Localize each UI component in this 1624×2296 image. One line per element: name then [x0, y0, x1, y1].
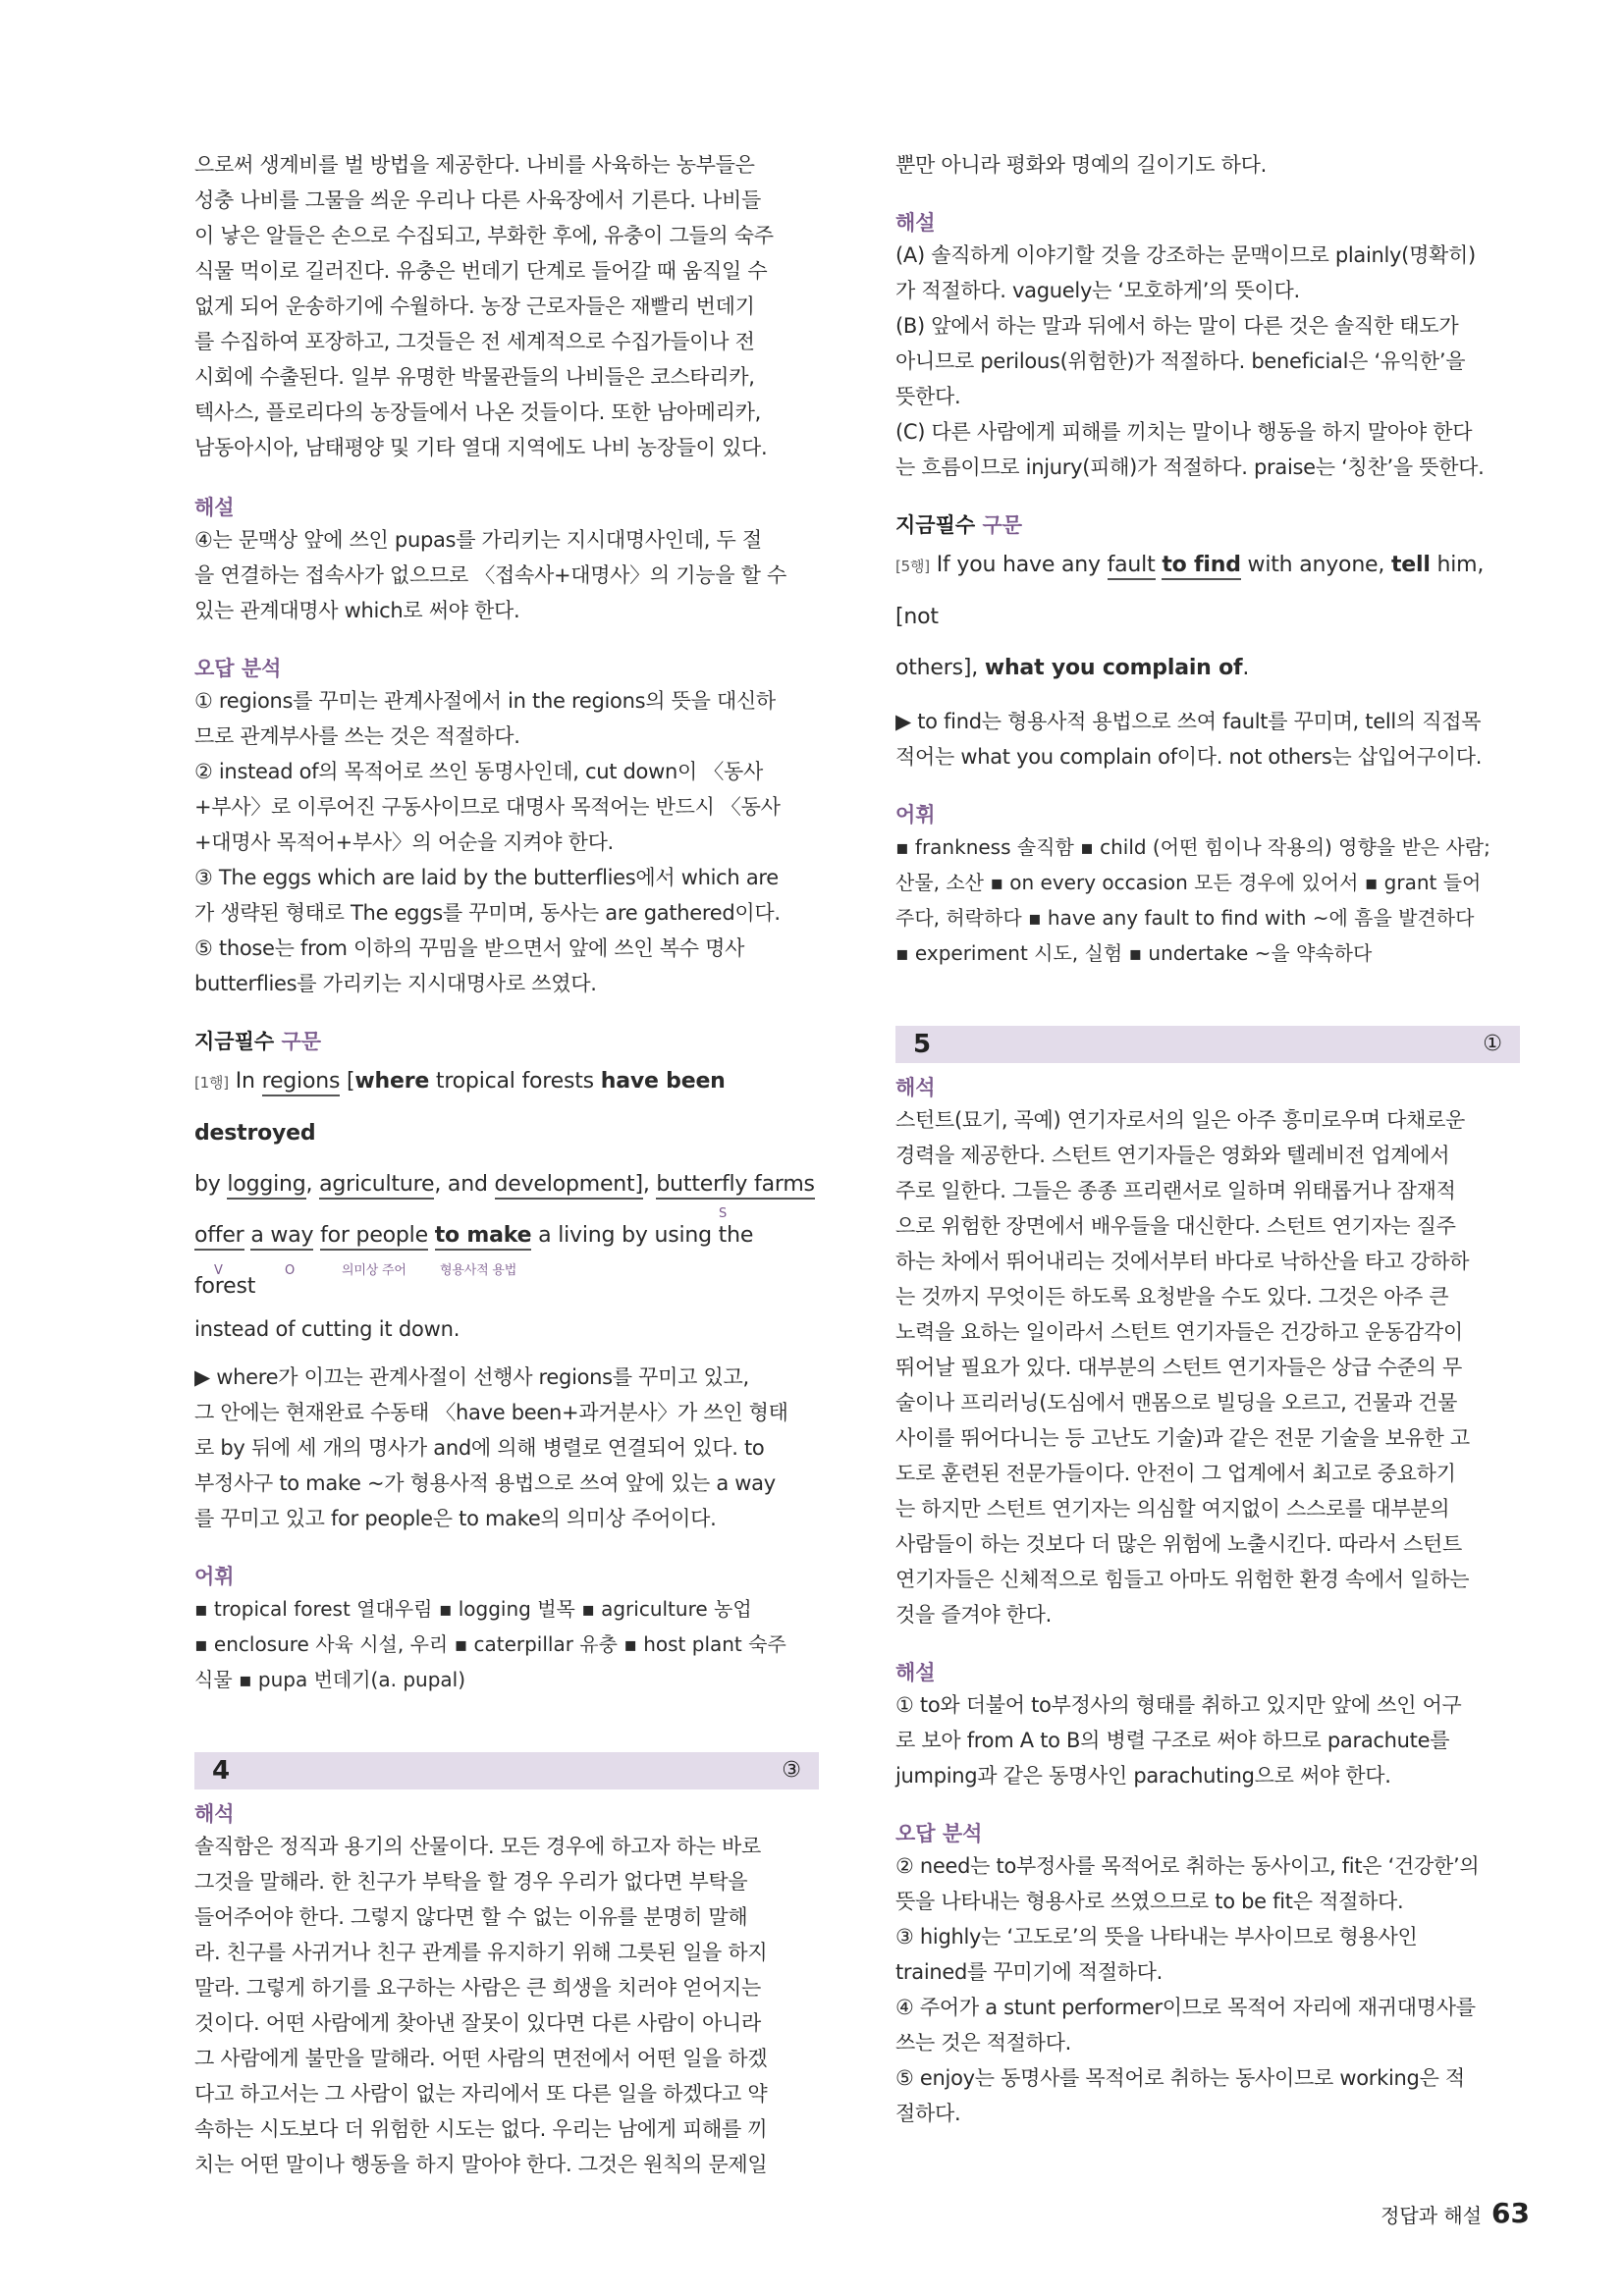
text-line: ③ The eggs which are laid by the butterflies에서 which are: [194, 866, 779, 889]
section4-translation-continued: [895, 147, 1520, 183]
text-line: ① regions를 꾸미는 관계사절에서 in the regions의 뜻을 대신하: [194, 689, 776, 713]
line-tag: [5행]: [895, 558, 930, 575]
text-line: 술이나 프리러닝(도심에서 맨몸으로 빌딩을 오르고, 건물과 건물: [895, 1391, 1458, 1415]
section5-odap: [895, 1848, 1520, 2131]
text-line: butterflies를 가리키는 지시대명사로 쓰였다.: [194, 972, 597, 995]
annotation-subject: 의미상 주어: [342, 1263, 406, 1278]
gugmun-label: [895, 510, 1520, 540]
text-line: 없게 되어 운송하기에 수월하다. 농장 근로자들은 재빨리 번데기: [194, 294, 755, 318]
text-line: 으로써 생계비를 벌 방법을 제공한다. 나비를 사육하는 농부들은: [194, 153, 755, 177]
vocab-line: ▪ enclosure 사육 시설, 우리 ▪ caterpillar 유충 ▪ host plant 숙주: [194, 1632, 786, 1656]
odap-text: [194, 683, 819, 1001]
sentence-where: where: [354, 1069, 430, 1094]
text-line: (B) 앞에서 하는 말과 뒤에서 하는 말이 다른 것은 솔직한 태도가: [895, 314, 1459, 338]
gugmun-label-strong: 지금필수: [194, 1030, 275, 1053]
sentence-explanation: [194, 1360, 819, 1536]
haeseol-label: 해설: [895, 211, 936, 235]
text-line: 이 낳은 알들은 손으로 수집되고, 부화한 후에, 유충이 그들의 숙주: [194, 224, 774, 247]
haeseok-label: 해석: [194, 1802, 235, 1826]
sentence-text: by: [194, 1172, 228, 1197]
odap-label: 오답 분석: [194, 657, 282, 680]
sentence-a-way: a way: [250, 1223, 313, 1251]
text-line: 도로 훈련된 전문가들이다. 안전이 그 업계에서 최고로 중요하기: [895, 1462, 1456, 1485]
text-line: 는 것까지 무엇이든 하도록 요청받을 수도 있다. 그것은 아주 큰: [895, 1285, 1449, 1308]
footer-label: 정답과 해설: [1380, 2204, 1483, 2227]
sentence-regions: regions: [262, 1069, 341, 1096]
section-header-5: [895, 1026, 1520, 1063]
text-line: 하는 차에서 뛰어내리는 것에서부터 바다로 낙하산을 타고 강하하: [895, 1250, 1470, 1273]
section-answer: ③: [782, 1758, 801, 1783]
text-line: 를 꾸미고 있고 for people은 to make의 의미상 주어이다.: [194, 1507, 717, 1530]
vocab-line: 주다, 허락하다 ▪ have any fault to find with ~에 흠을 발견하다: [895, 906, 1475, 930]
section5-translation: [895, 1102, 1520, 1632]
vocab-line: 식물 ▪ pupa 번데기(a. pupal): [194, 1668, 466, 1691]
text-line: (A) 솔직하게 이야기할 것을 강조하는 문맥이므로 plainly(명확히): [895, 243, 1476, 267]
text-line: +대명사 목적어+부사〉의 어순을 지켜야 한다.: [194, 830, 614, 854]
text-line: 므로 관계부사를 쓰는 것은 적절하다.: [194, 724, 520, 748]
text-line: ⑤ those는 from 이하의 꾸밈을 받으면서 앞에 쓰인 복수 명사: [194, 936, 745, 960]
text-line: 것이다. 어떤 사람에게 찾아낸 잘못이 있다면 다른 사람이 아니라: [194, 2011, 762, 2035]
sentence-text: ,: [305, 1172, 320, 1197]
text-line: 식물 먹이로 길러진다. 유충은 번데기 단계로 들어갈 때 움직일 수: [194, 259, 768, 283]
page-number: 63: [1491, 2197, 1530, 2229]
sentence-offer: offer: [194, 1223, 244, 1251]
vocab-line: 산물, 소산 ▪ on every occasion 모든 경우에 있어서 ▪ grant 들어: [895, 871, 1482, 894]
text-line: jumping과 같은 동명사인 parachuting으로 써야 한다.: [895, 1764, 1391, 1788]
annotation-o: O: [285, 1263, 296, 1278]
text-line: 절하다.: [895, 2102, 961, 2125]
odap-label: 오답 분석: [895, 1822, 983, 1845]
text-line: 스턴트(묘기, 곡예) 연기자로서의 일은 아주 흥미로우며 다채로운: [895, 1108, 1466, 1132]
gugmun-label: [194, 1027, 819, 1056]
section-header-4: [194, 1752, 819, 1789]
text-line: ② instead of의 목적어로 쓰인 동명사인데, cut down이 〈동사: [194, 760, 764, 783]
text-line: 로 보아 from A to B의 병렬 구조로 써야 하므로 parachute를: [895, 1729, 1450, 1752]
haeseok-label: 해석: [895, 1076, 936, 1099]
sentence-to-make: to make: [435, 1223, 532, 1251]
text-line: 말라. 그렇게 하기를 요구하는 사람은 큰 희생을 치러야 얻어지는: [194, 1976, 762, 2000]
text-line: 는 하지만 스턴트 연기자는 의심할 여지없이 스스로를 대부분의: [895, 1497, 1450, 1521]
text-line: 다고 하고서는 그 사람이 없는 자리에서 또 다른 일을 하겠다고 약: [194, 2082, 768, 2106]
text-line: 을 연결하는 접속사가 없으므로 〈접속사+대명사〉의 기능을 할 수: [194, 563, 786, 587]
haeseol-label: 해설: [895, 1661, 936, 1684]
text-line: 사이를 뛰어다니는 등 고난도 기술)과 같은 전문 기술을 보유한 고: [895, 1426, 1470, 1450]
text-line: 으로 위험한 장면에서 배우들을 대신한다. 스턴트 연기자는 질주: [895, 1214, 1456, 1238]
section4-translation: [194, 1829, 819, 2182]
gugmun-label-rest: 구문: [975, 513, 1023, 537]
text-line: 그 사람에게 불만을 말해라. 어떤 사람의 면전에서 어떤 일을 하겠: [194, 2047, 768, 2070]
text-line: 뜻한다.: [895, 385, 961, 408]
text-line: ④는 문맥상 앞에 쓰인 pupas를 가리키는 지시대명사인데, 두 절: [194, 528, 762, 552]
text-line: 텍사스, 플로리다의 농장들에서 나온 것들이다. 또한 남아메리카,: [194, 400, 762, 424]
text-line: 로 by 뒤에 세 개의 명사가 and에 의해 병렬로 연결되어 있다. to: [194, 1436, 765, 1460]
text-line: 가 생략된 형태로 The eggs를 꾸미며, 동사는 are gathered이다.: [194, 901, 781, 925]
sentence-fault: fault: [1108, 553, 1156, 580]
text-line: 시회에 수출된다. 일부 유명한 박물관들의 나비들은 코스타리카,: [194, 365, 755, 389]
text-line: 쓰는 것은 적절하다.: [895, 2031, 1072, 2055]
text-line: trained를 꾸미기에 적절하다.: [895, 1960, 1164, 1984]
page-footer: [1380, 2197, 1530, 2229]
sentence-text: [: [340, 1069, 355, 1094]
text-line: ② need는 to부정사를 목적어로 취하는 동사이고, fit은 ‘건강한’의: [895, 1854, 1480, 1878]
text-line: ▶ to find는 형용사적 용법으로 쓰여 fault를 꾸미며, tell의 직접목: [895, 710, 1482, 733]
text-line: 사람들이 하는 것보다 더 많은 위험에 노출시킨다. 따라서 스턴트: [895, 1532, 1463, 1556]
sentence-development: development]: [495, 1172, 643, 1200]
text-line: 라. 친구를 사귀거나 친구 관계를 유지하기 위해 그릇된 일을 하지: [194, 1941, 768, 1964]
text-line: 주로 일한다. 그들은 종종 프리랜서로 일하며 위태롭거나 잠재적: [895, 1179, 1456, 1202]
vocab-list: [895, 829, 1520, 971]
passage-translation-continued: [194, 147, 819, 465]
annotation-s: S: [719, 1206, 728, 1221]
gugmun-label-rest: 구문: [274, 1030, 322, 1053]
key-sentence: [194, 1056, 819, 1346]
text-line: 는 흐름이므로 injury(피해)가 적절하다. praise는 ‘칭찬’을 뜻한다.: [895, 455, 1485, 479]
text-line: 것을 즐겨야 한다.: [895, 1603, 1053, 1627]
sentence-tell: tell: [1390, 553, 1431, 577]
sentence-what-clause: what you complain of: [984, 656, 1243, 680]
sentence-for-people: for people: [320, 1223, 428, 1251]
sentence-text: him, [not: [895, 553, 1485, 629]
sentence-text: others],: [895, 656, 985, 680]
vocab-line: ▪ experiment 시도, 실험 ▪ undertake ~을 약속하다: [895, 941, 1373, 965]
sentence-agriculture: agriculture: [319, 1172, 434, 1200]
text-line: 치는 어떤 말이나 행동을 하지 말아야 한다. 그것은 원칙의 문제일: [194, 2153, 768, 2176]
vocab-label: 어휘: [895, 803, 936, 827]
text-line: 뜻을 나타내는 형용사로 쓰였으므로 to be fit은 적절하다.: [895, 1890, 1404, 1913]
sentence-have-been-destroyed: have been destroyed: [194, 1069, 726, 1146]
line-tag: [1행]: [194, 1074, 229, 1092]
section5-haeseol: [895, 1687, 1520, 1793]
haeseol-label: 해설: [194, 496, 235, 519]
gugmun-label-strong: 지금필수: [895, 513, 976, 537]
sentence-text: with anyone,: [1240, 553, 1391, 577]
text-line: +부사〉로 이루어진 구동사이므로 대명사 목적어는 반드시 〈동사: [194, 795, 781, 819]
key-sentence: [895, 540, 1520, 694]
vocab-line: ▪ tropical forest 열대우림 ▪ logging 벌목 ▪ agriculture 농업: [194, 1597, 752, 1621]
section-number: 4: [212, 1756, 231, 1786]
sentence-text: tropical forests: [429, 1069, 601, 1094]
sentence-to-find: to find: [1162, 553, 1240, 580]
sentence-text: , and: [434, 1172, 495, 1197]
text-line: 를 수집하여 포장하고, 그것들은 전 세계적으로 수집가들이나 전: [194, 330, 755, 353]
text-line: 뛰어날 필요가 있다. 대부분의 스턴트 연기자들은 상급 수준의 무: [895, 1356, 1463, 1379]
annotation-adjectival: 형용사적 용법: [440, 1263, 517, 1278]
text-line: 성충 나비를 그물을 씌운 우리나 다른 사육장에서 기른다. 나비들: [194, 188, 762, 212]
text-line: 가 적절하다. vaguely는 ‘모호하게’의 뜻이다.: [895, 279, 1300, 302]
text-line: 노력을 요하는 일이라서 스턴트 연기자들은 건강하고 운동감각이: [895, 1320, 1463, 1344]
text-line: 있는 관계대명사 which로 써야 한다.: [194, 599, 520, 622]
text-line: 경력을 제공한다. 스턴트 연기자들은 영화와 텔레비전 업계에서: [895, 1144, 1450, 1167]
text-line: 그 안에는 현재완료 수동태 〈have been+과거분사〉가 쓰인 형태: [194, 1401, 788, 1424]
text-line: ④ 주어가 a stunt performer이므로 목적어 자리에 재귀대명사를: [895, 1996, 1476, 2019]
text-line: (C) 다른 사람에게 피해를 끼치는 말이나 행동을 하지 말아야 한다: [895, 420, 1473, 444]
vocab-list: [194, 1591, 819, 1697]
left-column: [194, 147, 819, 2182]
text-line: ③ highly는 ‘고도로’의 뜻을 나타내는 부사이므로 형용사인: [895, 1925, 1418, 1949]
text-line: 솔직함은 정직과 용기의 산물이다. 모든 경우에 하고자 하는 바로: [194, 1835, 762, 1858]
text-line: 적어는 what you complain of이다. not others는 삽입어구이다.: [895, 745, 1483, 769]
sentence-butterfly-farms: butterfly farms: [656, 1172, 814, 1200]
text-line: 부정사구 to make ~가 형용사적 용법으로 쓰여 앞에 있는 a way: [194, 1471, 776, 1495]
sentence-text: ,: [642, 1172, 657, 1197]
sentence-text: If you have any: [929, 553, 1108, 577]
text-line: 뿐만 아니라 평화와 명예의 길이기도 하다.: [895, 153, 1268, 177]
section-number: 5: [913, 1030, 932, 1059]
text-line: ▶ where가 이끄는 관계사절이 선행사 regions를 꾸미고 있고,: [194, 1365, 749, 1389]
vocab-line: ▪ frankness 솔직함 ▪ child (어떤 힘이나 작용의) 영향을 받은 사람;: [895, 835, 1490, 859]
haeseol-text: [895, 238, 1520, 485]
sentence-text: instead of cutting it down.: [194, 1317, 460, 1341]
vocab-label: 어휘: [194, 1565, 235, 1588]
section-answer: ①: [1483, 1032, 1502, 1056]
haeseol-text: [194, 522, 819, 628]
text-line: 남동아시아, 남태평양 및 기타 열대 지역에도 나비 농장들이 있다.: [194, 436, 768, 459]
sentence-text: .: [1242, 656, 1250, 680]
text-line: ⑤ enjoy는 동명사를 목적어로 취하는 동사이므로 working은 적: [895, 2066, 1465, 2090]
sentence-explanation: [895, 704, 1520, 774]
text-line: ① to와 더불어 to부정사의 형태를 취하고 있지만 앞에 쓰인 어구: [895, 1693, 1462, 1717]
annotation-v: V: [214, 1263, 223, 1278]
text-line: 그것을 말해라. 한 친구가 부탁을 할 경우 우리가 없다면 부탁을: [194, 1870, 748, 1894]
text-line: 아니므로 perilous(위험한)가 적절하다. beneficial은 ‘유익한’을: [895, 349, 1466, 373]
text-line: 들어주어야 한다. 그렇지 않다면 할 수 없는 이유를 분명히 말해: [194, 1905, 748, 1929]
sentence-text: In: [235, 1069, 262, 1094]
right-column: [895, 147, 1520, 2131]
sentence-logging: logging: [227, 1172, 305, 1200]
sentence-text: a living by using the forest: [194, 1223, 754, 1299]
text-line: 연기자들은 신체적으로 힘들고 아마도 위험한 환경 속에서 일하는: [895, 1568, 1470, 1591]
text-line: 속하는 시도보다 더 위험한 시도는 없다. 우리는 남에게 피해를 끼: [194, 2117, 768, 2141]
